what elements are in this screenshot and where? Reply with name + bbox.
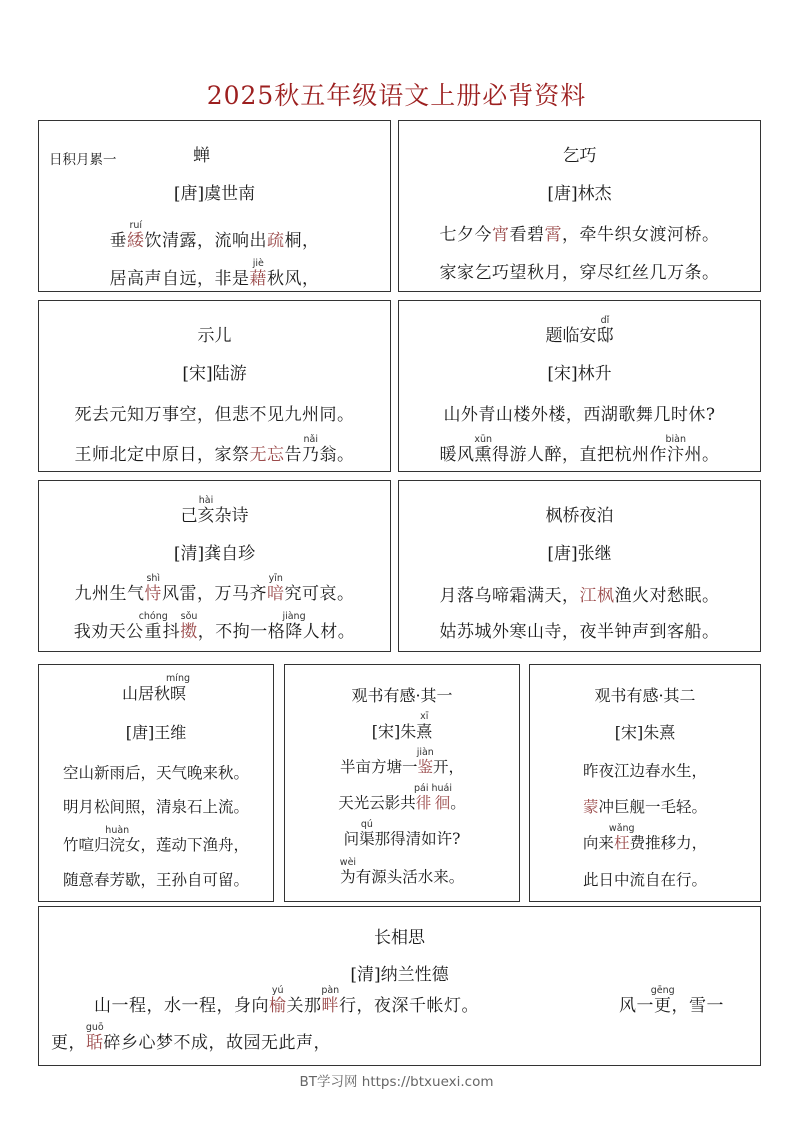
poem-line: 随意春芳歇，王孙自可留。: [62, 871, 249, 889]
text-segment: 重: [138, 622, 168, 642]
annotated-char: [144, 573, 163, 604]
poem-title: 观书有感·其一: [351, 686, 453, 705]
annotated-char: [416, 747, 434, 776]
annotated-char: [85, 1022, 104, 1053]
poem-author: [宋]陆游: [182, 364, 247, 384]
text-segment: 风雷，万马齐: [162, 584, 267, 604]
section-tag: 日积月累一: [49, 152, 117, 168]
annotated-char: [474, 434, 493, 465]
text-segment: 喑: [267, 584, 285, 604]
text-segment: 枉: [608, 834, 635, 852]
text-segment: 邸: [596, 326, 614, 346]
pinyin: ruí: [127, 220, 145, 231]
text-segment: 开，: [433, 758, 465, 776]
text-segment: 七夕今: [439, 225, 492, 245]
text-segment: 天光云影共: [338, 794, 416, 812]
pinyin: yú: [269, 985, 287, 996]
text-segment: 垂: [109, 231, 127, 251]
text-segment: [宋]朱: [371, 722, 417, 741]
poem-line: [530, 795, 760, 817]
poem-line: 山外青山楼外楼，西湖歌舞几时休?: [443, 405, 716, 425]
annotated-char: [413, 783, 452, 812]
poem-title: 枫桥夜泊: [545, 506, 614, 526]
poem-line: [399, 581, 760, 606]
annotated-char: [267, 573, 285, 604]
text-segment: 渔火对愁眠。: [614, 586, 720, 606]
poem-card-chan: [38, 120, 391, 292]
pinyin: jiàn: [416, 747, 434, 758]
pinyin: pàn: [321, 985, 340, 996]
text-segment: 碎乡心梦不成，故园无此声，: [103, 1033, 331, 1053]
text-segment: 藉: [249, 269, 267, 289]
poem-line: [39, 573, 390, 604]
pinyin: shì: [144, 573, 162, 584]
poem-line: [399, 220, 760, 245]
annotated-char: [138, 611, 168, 642]
poem-line: [39, 825, 273, 855]
annotated-char: [596, 315, 614, 346]
annotated-char: [359, 819, 375, 848]
pinyin: xī: [416, 711, 433, 722]
pinyin: guō: [85, 1022, 104, 1033]
pinyin: jiàng: [282, 611, 306, 622]
poem-title: [399, 315, 760, 346]
highlight-text: 疏: [267, 231, 285, 251]
text-segment: 擞: [180, 622, 198, 642]
text-segment: 那得清如许?: [374, 830, 461, 848]
pinyin: dǐ: [596, 315, 614, 326]
annotated-char: [197, 495, 215, 526]
annotated-char: [269, 985, 287, 1016]
poem-card-shanju: [38, 664, 274, 902]
text-segment: 鉴: [416, 758, 434, 776]
pinyin: hài: [197, 495, 215, 506]
text-segment: 恃: [144, 584, 162, 604]
text-segment: 王师北定中原日，家祭: [74, 445, 250, 465]
footer-watermark: BT学习网 https://btxuexi.com: [299, 1074, 494, 1090]
poem-author: [唐]张继: [547, 544, 612, 564]
text-segment: 熏: [474, 445, 493, 465]
annotated-char: [249, 258, 268, 289]
text-segment: 榆: [269, 996, 287, 1016]
pinyin: míng: [166, 673, 190, 684]
text-segment: 看碧: [509, 225, 545, 245]
pinyin: qú: [359, 819, 375, 830]
page-title: 2025秋五年级语文上册必背资料: [206, 81, 587, 110]
poem-title: [26, 141, 377, 166]
poem-card-shier: [38, 300, 391, 472]
text-segment: 乃: [302, 445, 320, 465]
pinyin: huàn: [105, 825, 130, 836]
text-segment: 渠: [359, 830, 375, 848]
text-segment: 冲巨舰一毛轻。: [598, 798, 708, 816]
poem-line: 家家乞巧望秋月，穿尽红丝几万条。: [439, 263, 720, 283]
poem-line: [51, 1022, 731, 1053]
poem-title: 示儿: [197, 326, 232, 346]
poem-card-tilin: [398, 300, 761, 472]
text-segment: 居高声自远，非是: [109, 269, 250, 289]
text-segment: 更，: [51, 1033, 86, 1053]
text-segment: ，不拘一格: [197, 622, 286, 642]
text-segment: 问: [343, 830, 360, 848]
poem-line-continued: [619, 985, 769, 1016]
text-segment: 浣: [105, 836, 130, 854]
poem-line: [39, 220, 390, 251]
text-segment: 告: [284, 445, 302, 465]
poem-author: [清]纳兰性德: [350, 965, 449, 985]
text-segment: 饮清露，流响出: [144, 231, 267, 251]
text-segment: 桐，: [284, 231, 320, 251]
text-segment: 抖: [162, 622, 181, 642]
poem-title-text: 蝉: [193, 146, 210, 166]
text-segment: 。: [450, 794, 466, 812]
text-segment: 翁。: [319, 445, 355, 465]
pinyin: pái huái: [413, 783, 452, 794]
annotated-char: [105, 825, 130, 854]
text-segment: 风一: [619, 996, 654, 1016]
poem-line: [530, 823, 760, 853]
text-segment: 行，夜深千帐灯。: [339, 996, 479, 1016]
poem-line: [39, 258, 390, 289]
poem-title: 乞巧: [562, 146, 597, 166]
poem-line: [285, 819, 519, 849]
text-segment: 山居秋: [122, 684, 171, 703]
poem-card-changxiangsi: [38, 906, 761, 1066]
poem-line: 空山新雨后，天气晚来秋。: [62, 764, 249, 782]
poem-line: [285, 747, 519, 777]
poem-author: [唐]王维: [125, 723, 187, 742]
poem-title: [39, 673, 273, 704]
text-segment: 费推移力，: [629, 834, 708, 852]
pinyin: wèi: [339, 857, 357, 868]
text-segment: 为: [339, 868, 357, 886]
text-segment: 暖风: [439, 445, 475, 465]
annotated-char: [127, 220, 145, 251]
annotated-char: [166, 673, 190, 703]
highlight-text: 无忘: [249, 445, 285, 465]
poem-card-guanshu1: [284, 664, 520, 902]
poem-author: [285, 711, 519, 742]
annotated-char: [608, 823, 635, 852]
poem-line: [399, 434, 760, 465]
pinyin: sǒu: [180, 611, 198, 622]
text-segment: 竹喧归: [62, 836, 110, 854]
pinyin: gēng: [650, 985, 675, 996]
text-segment: 题临安: [545, 326, 597, 346]
text-segment: 半亩方塘一: [339, 758, 418, 776]
text-segment: ，雪一: [671, 996, 724, 1016]
text-segment: 山一程，水一程，身向: [94, 996, 269, 1016]
poem-card-jihai: [38, 480, 391, 652]
highlight-text: 宵: [492, 225, 510, 245]
poem-title: 长相思: [374, 928, 425, 948]
text-segment: 己: [180, 506, 198, 526]
pinyin: yīn: [267, 573, 285, 584]
poem-line: [39, 434, 390, 465]
pinyin: jiè: [249, 258, 267, 269]
text-segment: 暝: [166, 684, 190, 703]
poem-line: [39, 611, 390, 642]
text-segment: 向来: [582, 834, 614, 852]
poem-author: [宋]林升: [547, 364, 612, 384]
text-segment: 我劝天公: [73, 622, 144, 642]
pinyin: xūn: [474, 434, 493, 445]
text-segment: 聒: [85, 1033, 104, 1053]
poem-card-qiqiao: [398, 120, 761, 292]
annotated-char: [665, 434, 686, 465]
pinyin: wǎng: [608, 823, 635, 834]
poem-line: 明月松间照，清泉石上流。: [62, 798, 249, 816]
text-segment: 月落乌啼霜满天，: [439, 586, 580, 606]
text-segment: 女，莲动下渔舟，: [125, 836, 250, 854]
text-segment: 人材。: [302, 622, 356, 642]
text-segment: 緌: [127, 231, 145, 251]
poem-line: [285, 783, 519, 813]
highlight-text: 江枫: [579, 586, 615, 606]
text-segment: 九州生气: [74, 584, 145, 604]
highlight-text: 霄: [544, 225, 562, 245]
text-segment: ，牵牛织女渡河桥。: [562, 225, 720, 245]
poem-line: 此日中流自在行。: [582, 871, 707, 889]
annotated-char: [339, 857, 357, 886]
pinyin: biàn: [665, 434, 686, 445]
poem-title: 观书有感·其二: [594, 686, 696, 705]
annotated-char: [650, 985, 675, 1016]
poem-line: 姑苏城外寒山寺，夜半钟声到客船。: [439, 622, 720, 642]
annotated-char: [302, 434, 320, 465]
text-segment: 关那: [286, 996, 322, 1016]
poem-card-fengqiao: [398, 480, 761, 652]
poem-title: [39, 495, 390, 526]
poem-author: [清]龚自珍: [173, 544, 256, 564]
poem-author: [宋]朱熹: [614, 723, 676, 742]
annotated-char: [180, 611, 198, 642]
text-segment: 熹: [416, 722, 433, 741]
poem-card-guanshu2: [529, 664, 761, 902]
annotated-char: [321, 985, 340, 1016]
poem-line: 昨夜江边春水生，: [582, 762, 707, 780]
text-segment: 有源头活水来。: [355, 868, 465, 886]
pinyin: chóng: [138, 611, 168, 622]
poem-line: 死去元知万事空，但悲不见九州同。: [74, 405, 355, 425]
annotated-char: [416, 711, 433, 741]
text-segment: 州。: [684, 445, 720, 465]
text-segment: 秋风，: [267, 269, 320, 289]
annotated-char: [282, 611, 306, 642]
pinyin: nǎi: [302, 434, 320, 445]
text-segment: 徘徊: [413, 794, 452, 812]
poem-line: [285, 857, 519, 887]
text-segment: 汴: [665, 445, 686, 465]
text-segment: 畔: [321, 996, 340, 1016]
text-segment: 究可哀。: [284, 584, 355, 604]
poem-author: [唐]虞世南: [173, 184, 256, 204]
text-segment: 亥: [197, 506, 215, 526]
highlight-text: 蒙: [582, 798, 599, 816]
text-segment: 杂诗: [214, 506, 249, 526]
poem-author: [唐]林杰: [547, 184, 612, 204]
text-segment: 更: [650, 996, 675, 1016]
text-segment: 降: [282, 622, 306, 642]
text-segment: 得游人醉，直把杭州作: [491, 445, 667, 465]
